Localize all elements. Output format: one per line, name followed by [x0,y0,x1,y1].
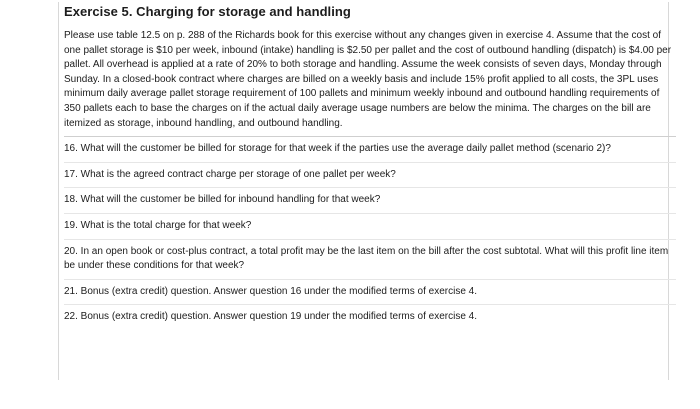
question-17: 17. What is the agreed contract charge per storage of one pallet per week? [64,168,396,180]
question-divider [64,239,676,240]
exercise-intro: Please use table 12.5 on p. 288 of the Richards book for this exercise without any changes given in exercise 4. Assume that the cost of one pallet storage is $10 per week, inbound (intake) handling is $2.50 per pallet and the cost of outbound handling (dispatch) is $4.00 per pallet. All overhead is applied at a rate of 20% to both storage and handling. Assume the week consists of seven days, Monday through Sunday. In a closed-book contract where charges are billed on a weekly basis and include 15% profit applied to all costs, the 3PL uses minimum daily average pallet storage requirement of 100 pallets and minimum weekly inbound and outbound handling requirements of 350 pallets each to base the charges on if the actual daily average usage numbers are below the minima. The charges on the bill are itemized as storage, inbound handling, and outbound handling. [64,30,672,129]
question-19: 19. What is the total charge for that week? [64,219,252,231]
question-divider [64,162,676,163]
question-22: 22. Bonus (extra credit) question. Answer question 19 under the modified terms of exercise 4. [64,311,477,323]
question-divider [64,304,676,305]
exercise-title: Exercise 5. Charging for storage and handling [64,4,351,19]
exercise-content [64,3,676,325]
question-divider [64,279,676,280]
question-divider [64,187,676,188]
question-divider [64,213,676,214]
section-divider [64,136,676,137]
left-edge-line [58,2,59,380]
question-18: 18. What will the customer be billed for inbound handling for that week? [64,194,381,206]
question-16: 16. What will the customer be billed for storage for that week if the parties use the average daily pallet method (scenario 2)? [64,143,611,155]
question-20: 20. In an open book or cost-plus contract, a total profit may be the last item on the bill after the cost subtotal. What will this profit line item be under these conditions for that week? [64,245,669,272]
question-21: 21. Bonus (extra credit) question. Answer question 16 under the modified terms of exercise 4. [64,285,477,297]
